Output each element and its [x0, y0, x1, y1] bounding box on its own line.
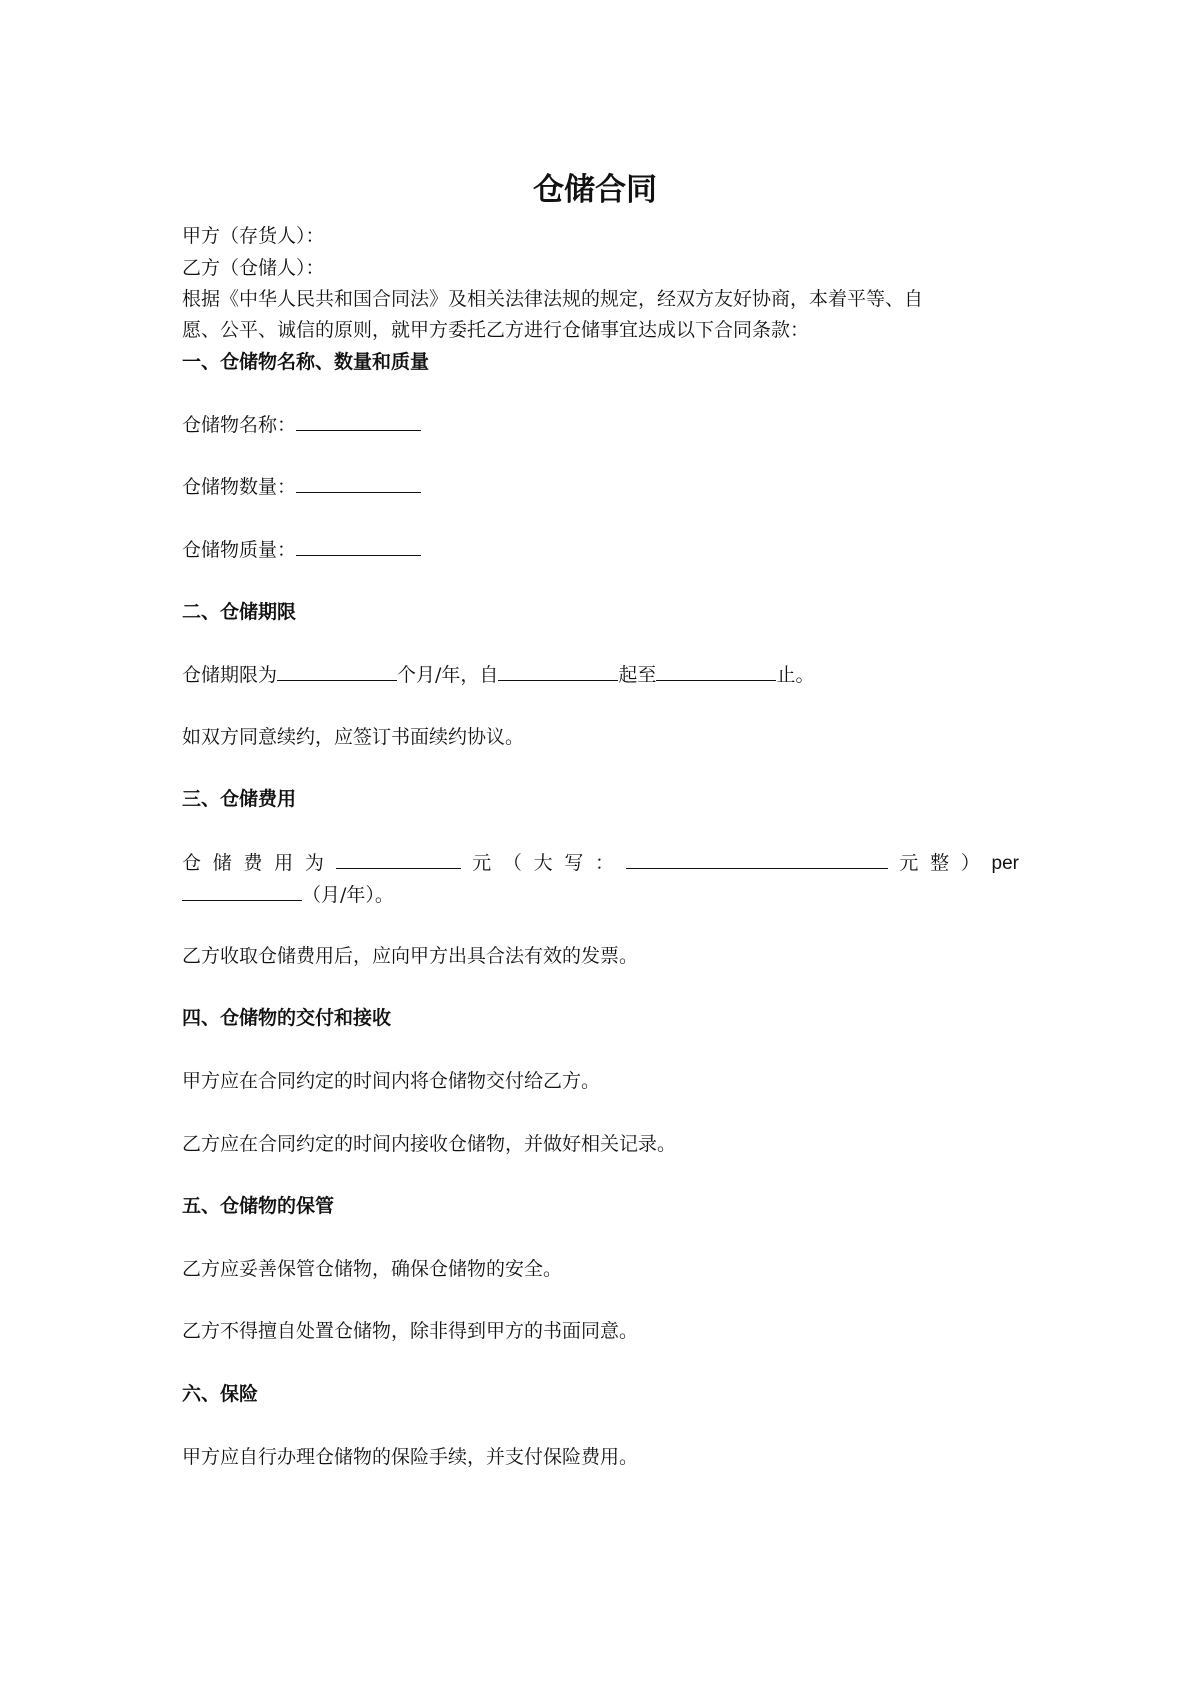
- period-end: 止。: [776, 664, 815, 686]
- section-2-heading: 二、仓储期限: [182, 601, 297, 623]
- preamble-line-1: 根据《中华人民共和国合同法》及相关法律法规的规定，经双方友好协商，本着平等、自: [182, 288, 924, 310]
- fee-caps-char-1: 大: [533, 852, 553, 874]
- period-length-blank: [277, 660, 397, 681]
- fee-char-4: 用: [274, 852, 294, 874]
- fee-amount-blank: [336, 848, 461, 869]
- fee-period-row: [182, 880, 1019, 909]
- invoice-clause: 乙方收取仓储费用后，应向甲方出具合法有效的发票。: [182, 945, 639, 967]
- fee-char-3: 费: [243, 852, 263, 874]
- fee-char-1: 仓: [182, 852, 202, 874]
- fee-whole-char-2: 整: [930, 852, 950, 874]
- delivery-clause: 甲方应在合同约定的时间内将仓储物交付给乙方。: [182, 1070, 601, 1092]
- fee-period: （月/年）。: [302, 884, 394, 906]
- fee-yuan: 元: [472, 852, 492, 874]
- fee-char-2: 储: [212, 852, 232, 874]
- fee-whole-char-1: 元: [899, 852, 919, 874]
- section-5-heading: 五、仓储物的保管: [182, 1195, 335, 1217]
- preamble-line-2: 愿、公平、诚信的原则，就甲方委托乙方进行仓储事宜达成以下合同条款：: [182, 319, 810, 341]
- period-to: 起至: [618, 664, 657, 686]
- insurance-clause: 甲方应自行办理仓储物的保险手续，并支付保险费用。: [182, 1446, 639, 1468]
- fee-paren-open: （: [502, 852, 522, 874]
- fee-caps-char-2: 写: [564, 852, 584, 874]
- fee-caps-char-3: ：: [595, 852, 615, 874]
- renewal-clause: 如双方同意续约，应签订书面续约协议。: [182, 726, 525, 748]
- section-1-heading: 一、仓储物名称、数量和质量: [182, 351, 430, 373]
- party-b-line: 乙方（仓储人）：: [182, 257, 325, 279]
- fee-capital-blank: [626, 848, 888, 869]
- party-a-line: 甲方（存货人）：: [182, 225, 325, 247]
- receipt-clause: 乙方应在合同约定的时间内接收仓储物，并做好相关记录。: [182, 1133, 677, 1155]
- goods-quality-row: [182, 535, 1019, 564]
- goods-quality-blank: [296, 535, 421, 556]
- fee-per: per: [991, 853, 1019, 874]
- goods-name-row: [182, 410, 1019, 439]
- period-prefix: 仓储期限为: [182, 664, 278, 686]
- goods-name-label: 仓储物名称：: [182, 414, 297, 436]
- fee-char-5: 为: [304, 852, 324, 874]
- goods-quantity-row: [182, 472, 1019, 501]
- custody-clause: 乙方应妥善保管仓储物，确保仓储物的安全。: [182, 1258, 563, 1280]
- disposal-clause: 乙方不得擅自处置仓储物，除非得到甲方的书面同意。: [182, 1320, 639, 1342]
- period-unit: 个月/年，自: [397, 664, 499, 686]
- period-start-blank: [498, 660, 618, 681]
- goods-quantity-blank: [296, 472, 421, 493]
- goods-quality-label: 仓储物质量：: [182, 539, 297, 561]
- document-title: 仓储合同: [533, 172, 657, 208]
- fee-whole-char-3: ）: [960, 852, 980, 874]
- section-6-heading: 六、保险: [182, 1383, 259, 1405]
- fee-period-blank: [182, 880, 302, 901]
- goods-quantity-label: 仓储物数量：: [182, 476, 297, 498]
- section-3-heading: 三、仓储费用: [182, 788, 297, 810]
- storage-period-row: [182, 660, 1019, 689]
- period-end-blank: [656, 660, 776, 681]
- goods-name-blank: [296, 410, 421, 431]
- section-4-heading: 四、仓储物的交付和接收: [182, 1007, 392, 1029]
- fee-row: [182, 848, 1019, 878]
